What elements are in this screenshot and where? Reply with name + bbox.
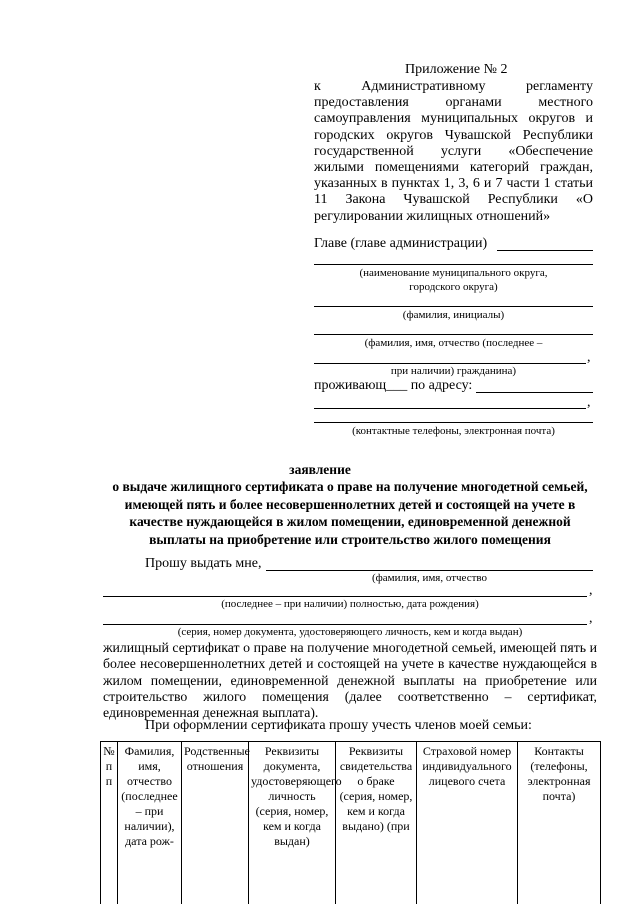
fio-hint-2: при наличии) гражданина) xyxy=(390,365,517,377)
birth-hint: (последнее – при наличии) полностью, дата рождения) xyxy=(221,598,479,610)
col-insurance-number: Страховой номер индивидуального лицевого счета xyxy=(417,742,518,904)
col-relationship: Родственные отношения xyxy=(182,742,249,904)
appendix-title: Приложение № 2 xyxy=(405,62,508,77)
col-contacts: Контакты (телефоны, электронная почта) xyxy=(518,742,601,904)
comma: , xyxy=(587,350,591,365)
residing-label: проживающ___ по адресу: xyxy=(314,378,473,393)
col-marriage-certificate: Реквизиты свидетельства о браке (серия, номер, кем и когда выдано) (при xyxy=(336,742,417,904)
family-members-table xyxy=(100,741,601,904)
statement-subject: о выдаче жилищного сертификата о праве на получение многодетной семьей, имеющей пять и более несовершеннолетних детей и состоящей на учете в качестве нуждающейся в жилом помещении, единовременной денежной выплаты на приобретение или строительство жилого помещения xyxy=(112,479,588,547)
col-identity-document: Реквизиты документа, удостоверяющего личность (серия, номер, кем и когда выдан) xyxy=(249,742,336,904)
applicant-birth-line[interactable] xyxy=(103,596,587,597)
initials-line[interactable] xyxy=(314,306,593,307)
comma: , xyxy=(587,395,591,410)
col-full-name: Фамилия, имя, отчество (последнее – при наличии), дата рож- xyxy=(118,742,182,904)
applicant-document-line[interactable] xyxy=(103,624,587,625)
head-label: Главе (главе администрации) xyxy=(314,236,488,251)
appendix-text: к Административному регламенту предоставления органами местного самоуправления муниципальных округов и городских округов Чувашской Республики государственной услуги «Обеспечение жилыми помещениями категорий граждан, указанных в пунктах 1, 3, 6 и 7 части 1 статьи 11 Закона Чувашской Республики «О регулировании жилищных отношений» xyxy=(314,79,593,224)
family-intro: При оформлении сертификата прошу учесть членов моей семьи: xyxy=(145,718,532,733)
statement-heading: заявление xyxy=(289,462,351,477)
document-hint: (серия, номер документа, удостоверяющего личность, кем и когда выдан) xyxy=(177,626,523,638)
applicant-name-line[interactable] xyxy=(266,570,593,571)
contacts-hint: (контактные телефоны, электронная почта) xyxy=(352,425,555,437)
municipality-line[interactable] xyxy=(314,264,593,265)
fio-hint-3: (фамилия, имя, отчество xyxy=(371,572,488,584)
fio-hint-1: (фамилия, имя, отчество (последнее – xyxy=(364,337,543,349)
comma: , xyxy=(589,611,593,626)
address-line[interactable] xyxy=(476,392,593,393)
address-line-2[interactable] xyxy=(314,408,586,409)
head-name-line[interactable] xyxy=(497,250,593,251)
request-label: Прошу выдать мне, xyxy=(145,556,262,571)
initials-hint: (фамилия, инициалы) xyxy=(402,309,505,321)
comma: , xyxy=(589,583,593,598)
contacts-line[interactable] xyxy=(314,422,593,423)
fio-line[interactable] xyxy=(314,334,593,335)
fio-line-2[interactable] xyxy=(314,363,586,364)
statement-body: жилищный сертификат о праве на получение многодетной семьей, имеющей пять и более несовершеннолетних детей и состоящей на учете в качестве нуждающейся в жилом помещении, единовременной денежной выплаты на приобретение или строительство жилого помещения (далее соответственно – сертификат, единовременная денежная выплата). xyxy=(103,640,597,721)
municipality-hint: (наименование муниципального округа, городского округа) xyxy=(359,267,548,293)
table-header-row xyxy=(101,742,601,904)
col-number: № п п xyxy=(101,742,118,904)
